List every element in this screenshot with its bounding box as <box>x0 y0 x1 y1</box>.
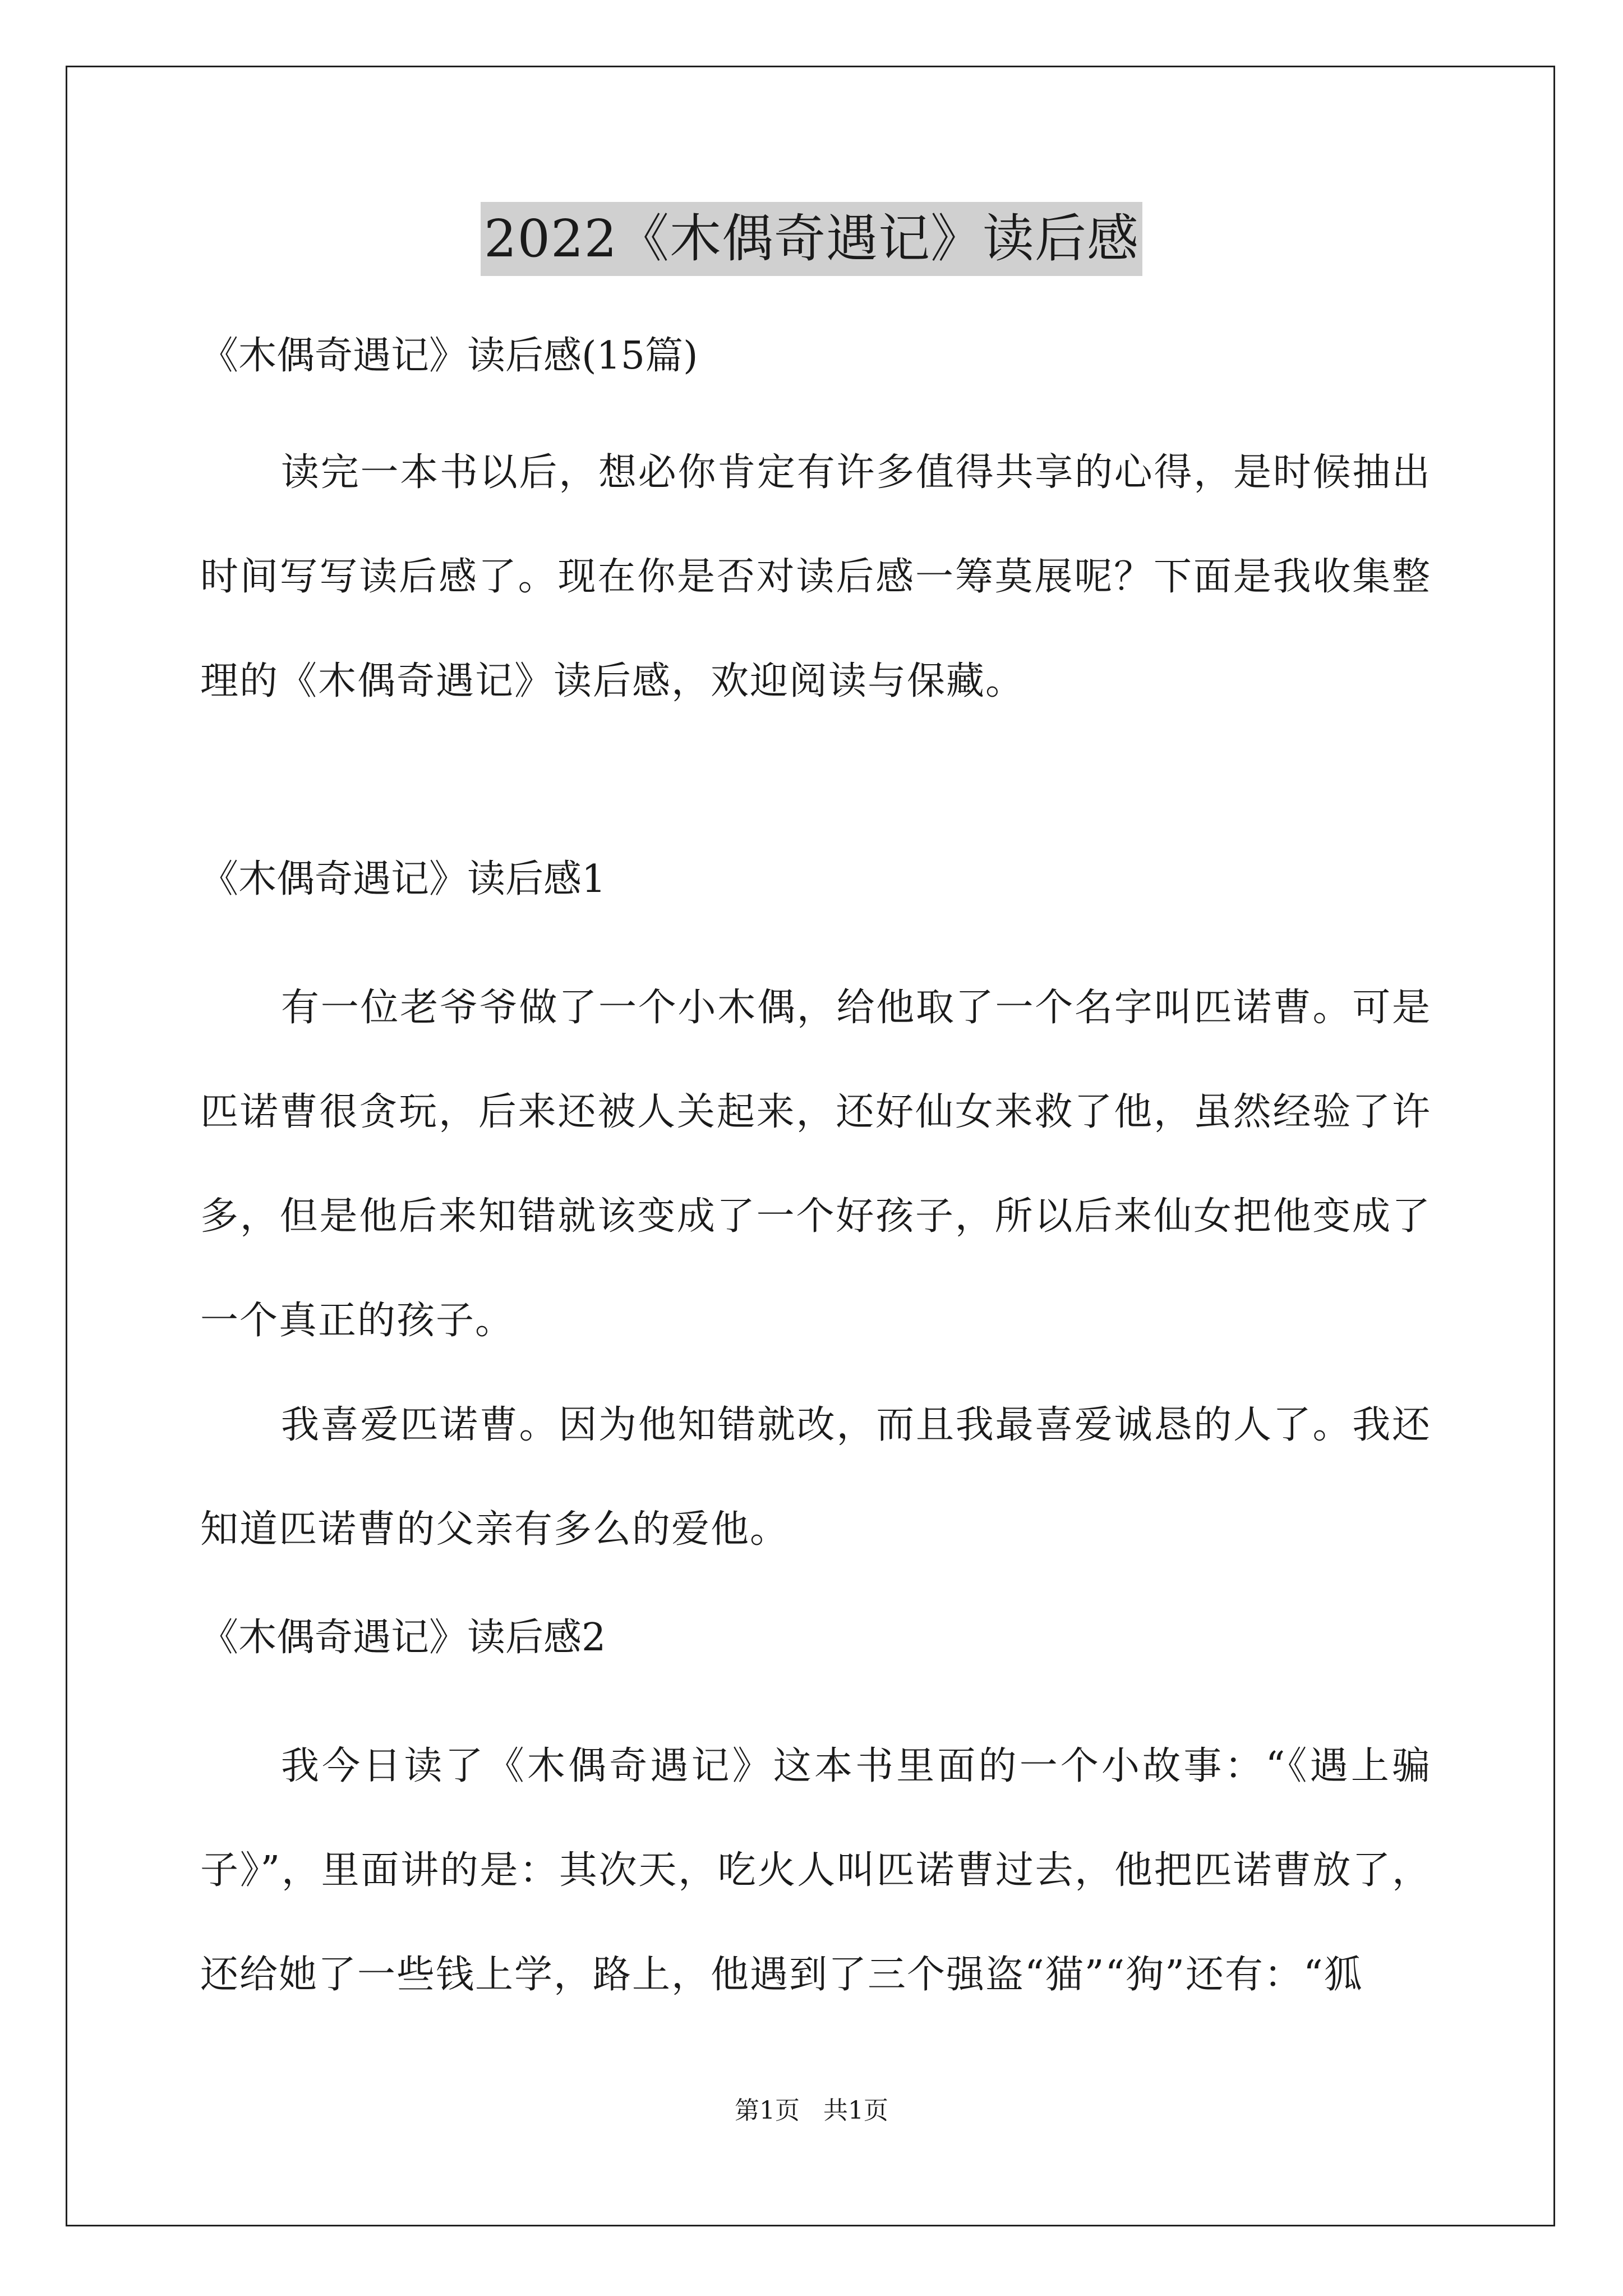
intro-paragraph: 读完一本书以后，想必你肯定有许多值得共享的心得，是时候抽出时间写写读后感了。现在你是否对读后感一筹莫展呢？下面是我收集整理的《木偶奇遇记》读后感，欢迎阅读与保藏。 <box>200 450 1431 703</box>
page-footer <box>0 2094 1623 2128</box>
document-title: 2022《木偶奇遇记》读后感 <box>481 202 1142 276</box>
title-container <box>0 202 1623 276</box>
section-heading-1: 《木偶奇遇记》读后感1 <box>200 857 606 901</box>
page-number: 第1页 <box>735 2096 800 2125</box>
section-1-paragraph-1: 有一位老爷爷做了一个小木偶，给他取了一个名字叫匹诺曹。可是匹诺曹很贪玩，后来还被人关起来，还好仙女来救了他，虽然经验了许多，但是他后来知错就该变成了一个好孩子，所以后来仙女把他变成了一个真正的孩子。 <box>200 986 1431 1343</box>
page-total: 共1页 <box>823 2096 888 2125</box>
section-1-paragraph-2: 我喜爱匹诺曹。因为他知错就改，而且我最喜爱诚恳的人了。我还知道匹诺曹的父亲有多么的爱他。 <box>200 1403 1431 1552</box>
document-subtitle: 《木偶奇遇记》读后感(15篇) <box>200 334 698 378</box>
document-body <box>200 306 1431 2027</box>
section-heading-2: 《木偶奇遇记》读后感2 <box>200 1616 606 1660</box>
section-2-paragraph-1: 我今日读了《木偶奇遇记》这本书里面的一个小故事：“《遇上骗子》”，里面讲的是：其次天，吃火人叫匹诺曹过去，他把匹诺曹放了，还给她了一些钱上学，路上，他遇到了三个强盗“猫”“狗”还有：“狐 <box>200 1744 1431 1997</box>
